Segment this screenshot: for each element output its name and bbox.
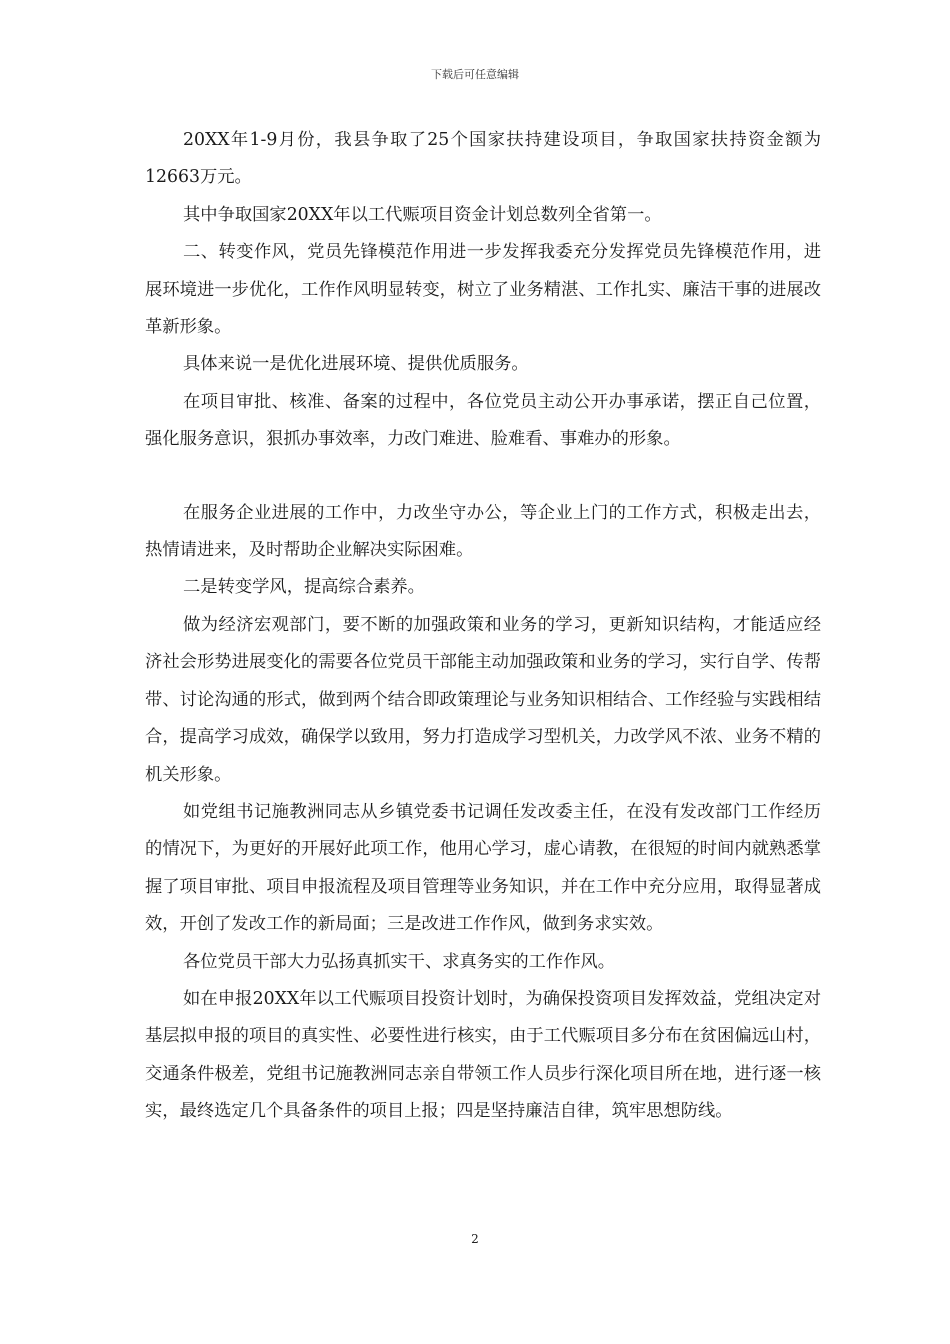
- paragraph: 各位党员干部大力弘扬真抓实干、求真务实的工作作风。: [183, 951, 616, 972]
- document-body: [145, 122, 821, 1131]
- paragraph: 做为经济宏观部门，要不断的加强政策和业务的学习，更新知识结构，才能适应经济社会形势进展变化的需要各位党员干部能主动加强政策和业务的学习，实行自学、传帮带、讨论沟通的形式，做到两个结合即政策理论与业务知识相结合、工作经验与实践相结合，提高学习成效，确保学以致用，努力打造成学习型机关，力改学风不浓、业务不精的机关形象。: [145, 614, 821, 785]
- paragraph: 如党组书记施教洲同志从乡镇党委书记调任发改委主任，在没有发改部门工作经历的情况下，为更好的开展好此项工作，他用心学习，虚心请教，在很短的时间内就熟悉掌握了项目审批、项目申报流程及项目管理等业务知识，并在工作中充分应用，取得显著成效，开创了发改工作的新局面；三是改进工作作风，做到务求实效。: [145, 801, 821, 935]
- paragraph: 在项目审批、核准、备案的过程中，各位党员主动公开办事承诺，摆正自己位置，强化服务意识，狠抓办事效率，力改门难进、脸难看、事难办的形象。: [145, 391, 821, 450]
- paragraph: 20XX年1-9月份，我县争取了25个国家扶持建设项目，争取国家扶持资金额为12663万元。: [145, 130, 821, 188]
- paragraph: 如在申报20XX年以工代赈项目投资计划时，为确保投资项目发挥效益，党组决定对基层拟申报的项目的真实性、必要性进行核实，由于工代赈项目多分布在贫困偏远山村，交通条件极差，党组书记施教洲同志亲自带领工作人员步行深化项目所在地，进行逐一核实，最终选定几个具备条件的项目上报；四是坚持廉洁自律，筑牢思想防线。: [145, 988, 821, 1122]
- paragraph: 其中争取国家20XX年以工代赈项目资金计划总数列全省第一。: [183, 204, 662, 225]
- paragraph: 二、转变作风，党员先锋模范作用进一步发挥我委充分发挥党员先锋模范作用，进展环境进一步优化，工作作风明显转变，树立了业务精湛、工作扎实、廉洁干事的进展改革新形象。: [145, 242, 821, 338]
- page-number: 2: [471, 1232, 479, 1246]
- paragraph: 二是转变学风，提高综合素养。: [183, 577, 425, 598]
- paragraph: 在服务企业进展的工作中，力改坐守办公，等企业上门的工作方式，积极走出去，热情请进来，及时帮助企业解决实际困难。: [145, 502, 821, 561]
- paragraph: 具体来说一是优化进展环境、提供优质服务。: [183, 354, 529, 375]
- page-header-note: 下载后可任意编辑: [431, 68, 519, 81]
